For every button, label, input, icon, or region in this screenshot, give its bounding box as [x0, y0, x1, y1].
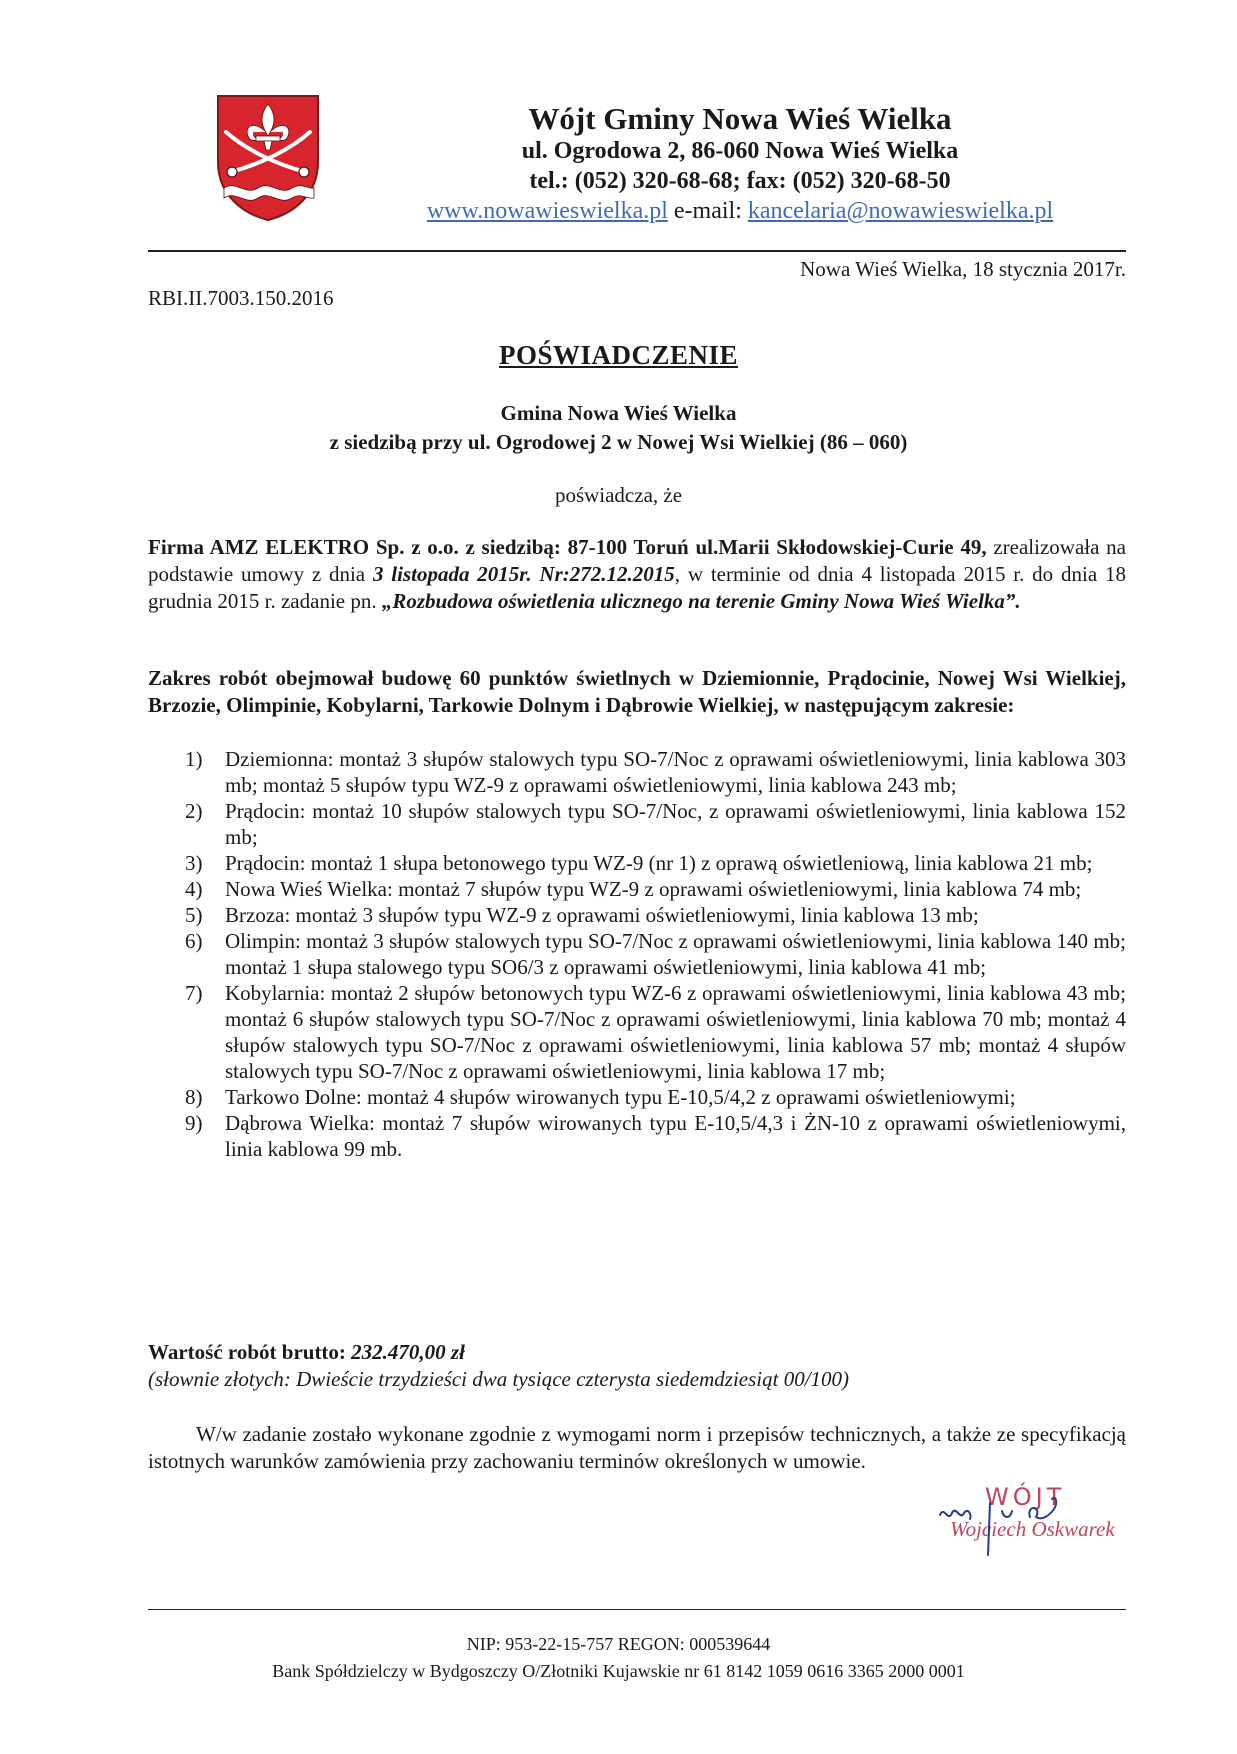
email-label: e-mail:: [673, 198, 742, 224]
org-contact-line: [360, 198, 1120, 226]
scope-item-number: 7): [185, 981, 203, 1005]
compliance-paragraph: W/w zadanie zostało wykonane zgodnie z wymogami norm i przepisów technicznych, a także ze specyfikacją istotnych warunków zamówienia przy zachowaniu terminów określonych w umowie.: [148, 1422, 1126, 1473]
header-divider: [148, 250, 1126, 252]
contract-date: 3 listopada 2015r. Nr:272.12.2015: [372, 562, 675, 586]
value-amount: 232.470,00 zł: [351, 1340, 465, 1364]
scope-item: [185, 1084, 1126, 1110]
scope-item: [185, 980, 1126, 1084]
scope-item-text: Kobylarnia: montaż 2 słupów betonowych typu WZ-6 z oprawami oświetleniowymi, linia kablowa 43 mb; montaż 6 słupów stalowych typu SO-7/Noc z oprawami oświetleniowymi, linia kablowa 70 mb; montaż 4 słupów stalowych typu SO-7/Noc z oprawami oświetleniowymi, linia kablowa 57 mb; montaż 4 słupów stalowych typu SO-7/Noc z oprawami oświetleniowymi, linia kablowa 17 mb;: [225, 981, 1126, 1083]
value-line: [148, 1340, 465, 1365]
scope-item-number: 8): [185, 1085, 203, 1109]
scope-item-text: Dziemionna: montaż 3 słupów stalowych typu SO-7/Noc z oprawami oświetleniowymi, linia kablowa 303 mb; montaż 5 słupów typu WZ-9 z oprawami oświetleniowymi, linia kablowa 243 mb;: [225, 747, 1126, 797]
scope-item-text: Prądocin: montaż 10 słupów stalowych typu SO-7/Noc, z oprawami oświetleniowymi, linia kablowa 152 mb;: [225, 799, 1126, 849]
scope-item-number: 5): [185, 903, 203, 927]
company-text-1: zrealizowała na podstawie umowy z dnia: [148, 535, 1126, 586]
place-and-date: Nowa Wieś Wielka, 18 stycznia 2017r.: [800, 257, 1126, 281]
value-in-words: (słownie złotych: Dwieście trzydzieści dwa tysiące czterysta siedemdziesiąt 00/100): [148, 1367, 850, 1391]
scope-intro: Zakres robót obejmował budowę 60 punktów świetlnych w Dziemionnie, Prądocinie, Nowej Wsi Wielkiej, Brzozie, Olimpinie, Kobylarni, Tarkowie Dolnym i Dąbrowie Wielkiej, w następującym zakresie:: [148, 666, 1126, 717]
footer-divider: [148, 1609, 1126, 1610]
scope-item: [185, 1110, 1126, 1162]
scope-item-number: 3): [185, 851, 203, 875]
scope-item: [185, 850, 1126, 876]
org-phone-fax: tel.: (052) 320-68-68; fax: (052) 320-68-50: [529, 168, 951, 194]
scope-item-number: 4): [185, 877, 203, 901]
scope-item: [185, 746, 1126, 798]
footer-tax-ids: NIP: 953-22-15-757 REGON: 000539644: [466, 1634, 771, 1654]
handwritten-signature: [930, 1475, 1130, 1560]
scope-item: [185, 798, 1126, 850]
scope-item-number: 6): [185, 929, 203, 953]
scope-item: [185, 928, 1126, 980]
org-name: Wójt Gminy Nowa Wieś Wielka: [528, 101, 952, 136]
scope-item-number: 9): [185, 1111, 203, 1135]
scope-item: [185, 876, 1126, 902]
stamp-title: WÓJT: [985, 1483, 1066, 1511]
website-link[interactable]: www.nowawieswielka.pl: [426, 198, 668, 224]
stamp-name: Wojciech Oskwarek: [950, 1517, 1115, 1541]
scope-item-text: Brzoza: montaż 3 słupów typu WZ-9 z oprawami oświetleniowymi, linia kablowa 13 mb;: [225, 903, 979, 927]
scope-item-number: 2): [185, 799, 203, 823]
company-paragraph: [148, 534, 1126, 615]
issuer-address: z siedzibą przy ul. Ogrodowej 2 w Nowej Wsi Wielkiej (86 – 060): [329, 430, 908, 454]
scope-item-text: Prądocin: montaż 1 słupa betonowego typu WZ-9 (nr 1) z oprawą oświetleniową, linia kablowa 21 mb;: [225, 851, 1093, 875]
scope-item-text: Dąbrowa Wielka: montaż 7 słupów wirowanych typu E-10,5/4,3 i ŻN-10 z oprawami oświetleniowymi, linia kablowa 99 mb.: [225, 1111, 1126, 1161]
value-label: Wartość robót brutto:: [148, 1340, 352, 1364]
municipal-crest: [214, 92, 322, 222]
company-text-2: , w terminie od dnia 4 listopada 2015 r. do dnia 18 grudnia 2015 r. zadanie pn.: [148, 562, 1127, 613]
footer-bank-account: Bank Spółdzielczy w Bydgoszczy O/Złotniki Kujawskie nr 61 8142 1059 0616 3365 2000 0001: [272, 1661, 965, 1681]
certifies-line: poświadcza, że: [554, 483, 683, 507]
scope-list: [185, 746, 1126, 1162]
task-name: „Rozbudowa oświetlenia ulicznego na terenie Gminy Nowa Wieś Wielka”.: [381, 589, 1021, 613]
scope-item-text: Nowa Wieś Wielka: montaż 7 słupów typu WZ-9 z oprawami oświetleniowymi, linia kablowa 74 mb;: [225, 877, 1082, 901]
issuer-name: Gmina Nowa Wieś Wielka: [500, 401, 737, 425]
email-link[interactable]: kancelaria@nowawieswielka.pl: [747, 198, 1054, 224]
scope-item-text: Tarkowo Dolne: montaż 4 słupów wirowanych typu E-10,5/4,2 z oprawami oświetleniowymi;: [225, 1085, 1016, 1109]
scope-item-number: 1): [185, 747, 203, 771]
document-title: POŚWIADCZENIE: [498, 340, 739, 370]
company-name: Firma AMZ ELEKTRO Sp. z o.o. z siedzibą: 87-100 Toruń ul.Marii Skłodowskiej-Curie 49,: [148, 535, 987, 559]
scope-item-text: Olimpin: montaż 3 słupów stalowych typu SO-7/Noc z oprawami oświetleniowymi, linia kablowa 140 mb; montaż 1 słupa stalowego typu SO6/3 z oprawami oświetleniowymi, linia kablowa 41 mb;: [225, 929, 1126, 979]
reference-number: RBI.II.7003.150.2016: [148, 286, 334, 310]
scope-item: [185, 902, 1126, 928]
org-address: ul. Ogrodowa 2, 86-060 Nowa Wieś Wielka: [521, 138, 959, 164]
